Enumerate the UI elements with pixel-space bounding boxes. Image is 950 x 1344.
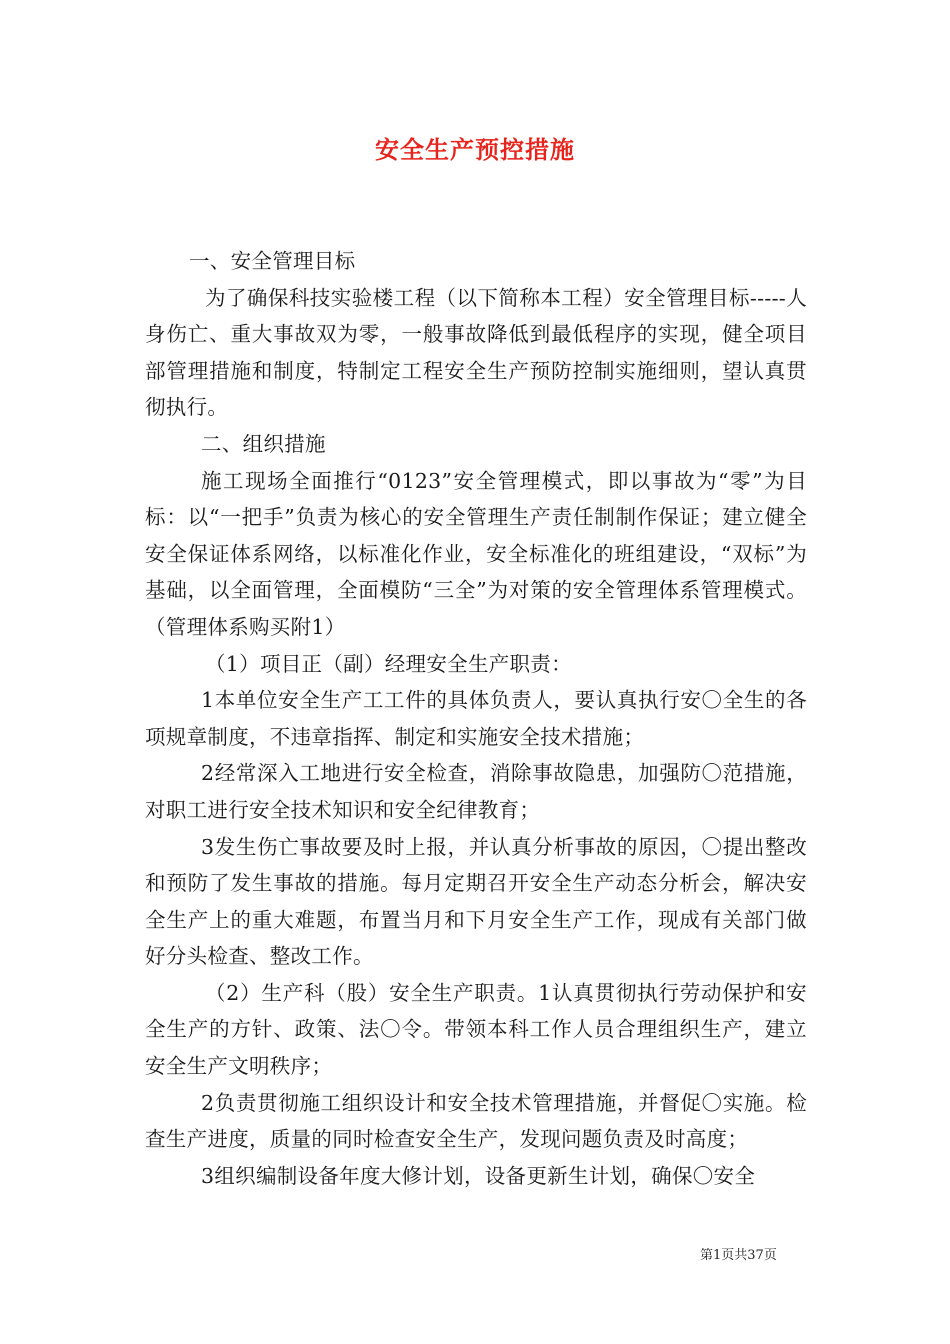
paragraph: 3发生伤亡事故要及时上报，并认真分析事故的原因，〇提出整改和预防了发生事故的措施。每月定期召开安全生产动态分析会，解决安全生产上的重大难题，布置当月和下月安全生产工作，现成有关部门做好分头检查、整改工作。: [145, 834, 807, 969]
document-title: 安全生产预控措施: [375, 135, 575, 164]
paragraph: 2经常深入工地进行安全检查，消除事故隐患，加强防〇范措施，对职工进行安全技术知识和安全纪律教育；: [145, 761, 807, 822]
paragraph: （2）生产科（股）安全生产职责。1认真贯彻执行劳动保护和安全生产的方针、政策、法〇令。带领本科工作人员合理组织生产，建立安全生产文明秩序；: [145, 980, 807, 1079]
paragraph: 施工现场全面推行“0123”安全管理模式，即以事故为“零”为目标：以“一把手”负责为核心的安全管理生产责任制制作保证；建立健全安全保证体系网络，以标准化作业，安全标准化的班组建设，“双标”为基础，以全面管理，全面模防“三全”为对策的安全管理体系管理模式。（管理体系购买附1）: [145, 468, 807, 639]
paragraph: 3组织编制设备年度大修计划，设备更新生计划，确保〇安全: [201, 1163, 756, 1188]
section-heading-2: 二、组织措施: [201, 431, 326, 456]
section-heading-1: 一、安全管理目标: [189, 249, 356, 273]
paragraph: 为了确保科技实验楼工程（以下简称本工程）安全管理目标-----人身伤亡、重大事故双为零，一般事故降低到最低程序的实现，健全项目部管理措施和制度，特制定工程安全生产预防控制实施细则，望认真贯彻执行。: [145, 285, 807, 420]
page-number: 第1页共37页: [700, 1248, 777, 1263]
paragraph: 1本单位安全生产工工件的具体负责人，要认真执行安〇全生的各项规章制度，不违章指挥、制定和实施安全技术措施；: [145, 688, 807, 749]
paragraph: 2负责贯彻施工组织设计和安全技术管理措施，并督促〇实施。检查生产进度，质量的同时检查安全生产，发现问题负责及时高度；: [145, 1090, 807, 1152]
document-body: [145, 243, 807, 1194]
subsection-heading: （1）项目正（副）经理安全生产职责：: [205, 651, 572, 676]
